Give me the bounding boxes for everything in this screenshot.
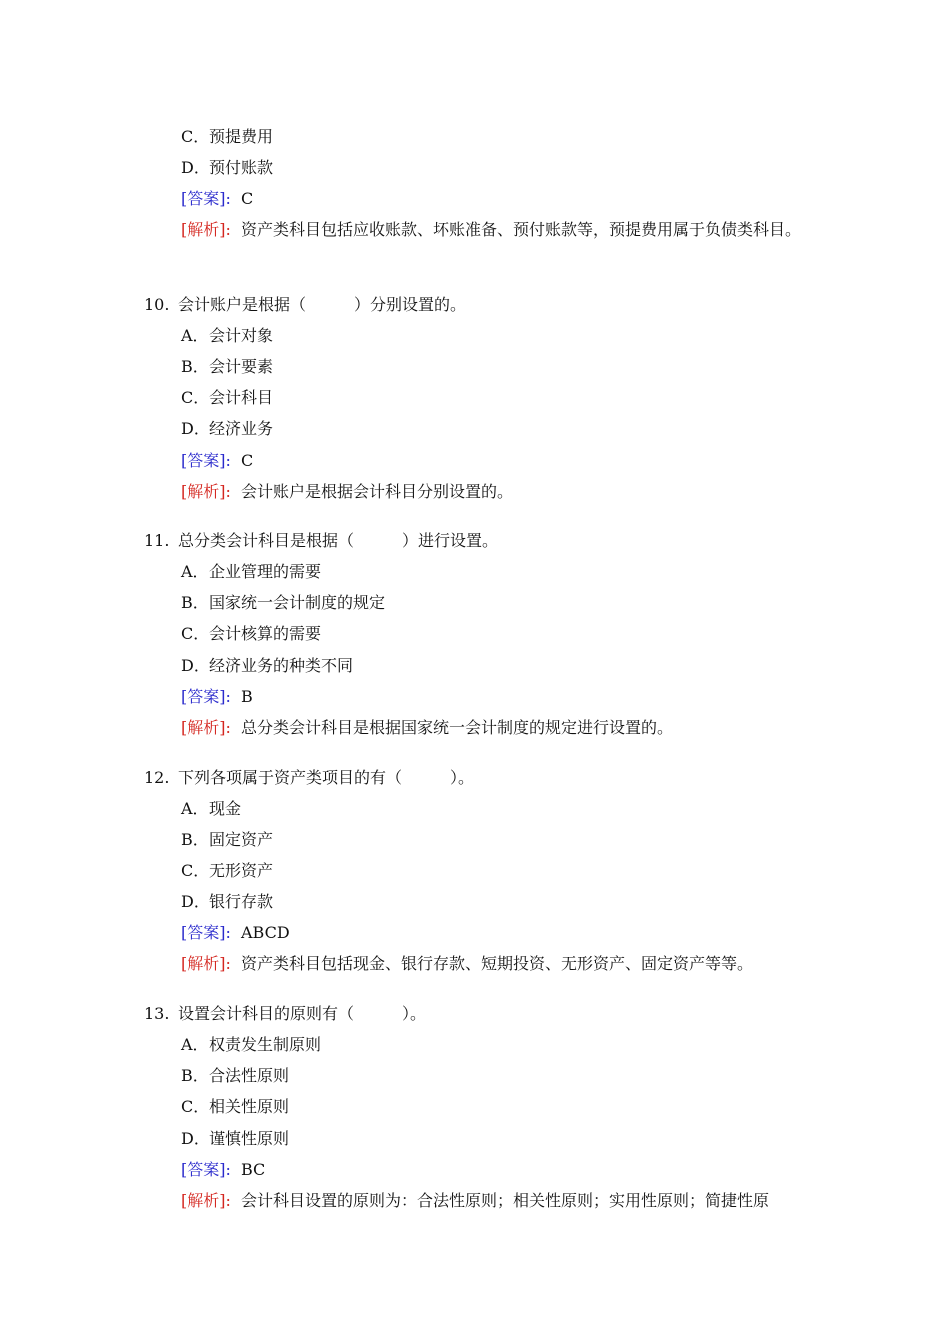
explanation-label: [解析]: — [181, 1191, 231, 1210]
option-b: B．会计要素 — [181, 357, 274, 376]
explanation-text: 资产类科目包括应收账款、坏账准备、预付账款等，预提费用属于负债类科目。 — [241, 220, 802, 239]
explanation-text: 会计账户是根据会计科目分别设置的。 — [241, 482, 514, 501]
option-d: D．谨慎性原则 — [181, 1129, 290, 1148]
explanation-text: 资产类科目包括现金、银行存款、短期投资、无形资产、固定资产等等。 — [241, 954, 754, 973]
option-d: D．经济业务的种类不同 — [181, 656, 354, 675]
explanation-line — [181, 481, 241, 503]
answer-value: ABCD — [241, 923, 290, 942]
option-a: A．会计对象 — [181, 326, 274, 345]
answer-value: C — [241, 189, 254, 208]
answer-value: BC — [241, 1160, 266, 1179]
question-stem: 会计账户是根据（ ）分别设置的。 — [178, 295, 467, 314]
option-c: C．无形资产 — [181, 861, 274, 880]
answer-label: [答案]: — [181, 451, 231, 470]
explanation-text: 会计科目设置的原则为：合法性原则；相关性原则；实用性原则；简捷性原 — [241, 1191, 770, 1210]
question-number: 11. — [144, 531, 170, 550]
explanation-label: [解析]: — [181, 482, 231, 501]
option-a: A．权责发生制原则 — [181, 1035, 322, 1054]
answer-value: C — [241, 451, 254, 470]
option-d: D．银行存款 — [181, 892, 274, 911]
question-number: 10. — [144, 295, 170, 314]
answer-label: [答案]: — [181, 1160, 231, 1179]
answer-line — [181, 450, 253, 472]
explanation-label: [解析]: — [181, 718, 231, 737]
question-number: 12. — [144, 768, 170, 787]
option-d: D．预付账款 — [181, 158, 274, 177]
explanation-label: [解析]: — [181, 220, 231, 239]
explanation-text: 总分类会计科目是根据国家统一会计制度的规定进行设置的。 — [241, 718, 674, 737]
answer-label: [答案]: — [181, 189, 231, 208]
option-a: A．企业管理的需要 — [181, 562, 322, 581]
answer-line — [181, 1159, 265, 1181]
option-c: C．预提费用 — [181, 127, 274, 146]
option-d: D．经济业务 — [181, 419, 274, 438]
explanation-label: [解析]: — [181, 954, 231, 973]
question-stem: 设置会计科目的原则有（ ）。 — [178, 1004, 427, 1023]
answer-line — [181, 686, 253, 708]
question-number: 13. — [144, 1004, 170, 1023]
explanation-line — [181, 717, 241, 739]
question-stem: 下列各项属于资产类项目的有（ ）。 — [178, 768, 475, 787]
answer-line — [181, 188, 253, 210]
option-b: B．固定资产 — [181, 830, 274, 849]
answer-label: [答案]: — [181, 687, 231, 706]
answer-line — [181, 922, 290, 944]
answer-label: [答案]: — [181, 923, 231, 942]
explanation-line — [181, 219, 241, 241]
option-c: C．会计核算的需要 — [181, 624, 322, 643]
question-stem: 总分类会计科目是根据（ ）进行设置。 — [178, 531, 499, 550]
explanation-line — [181, 953, 241, 975]
option-b: B．合法性原则 — [181, 1066, 290, 1085]
answer-value: B — [241, 687, 253, 706]
option-a: A．现金 — [181, 799, 242, 818]
explanation-line — [181, 1190, 241, 1212]
option-c: C．相关性原则 — [181, 1097, 290, 1116]
option-c: C．会计科目 — [181, 388, 274, 407]
option-b: B．国家统一会计制度的规定 — [181, 593, 386, 612]
